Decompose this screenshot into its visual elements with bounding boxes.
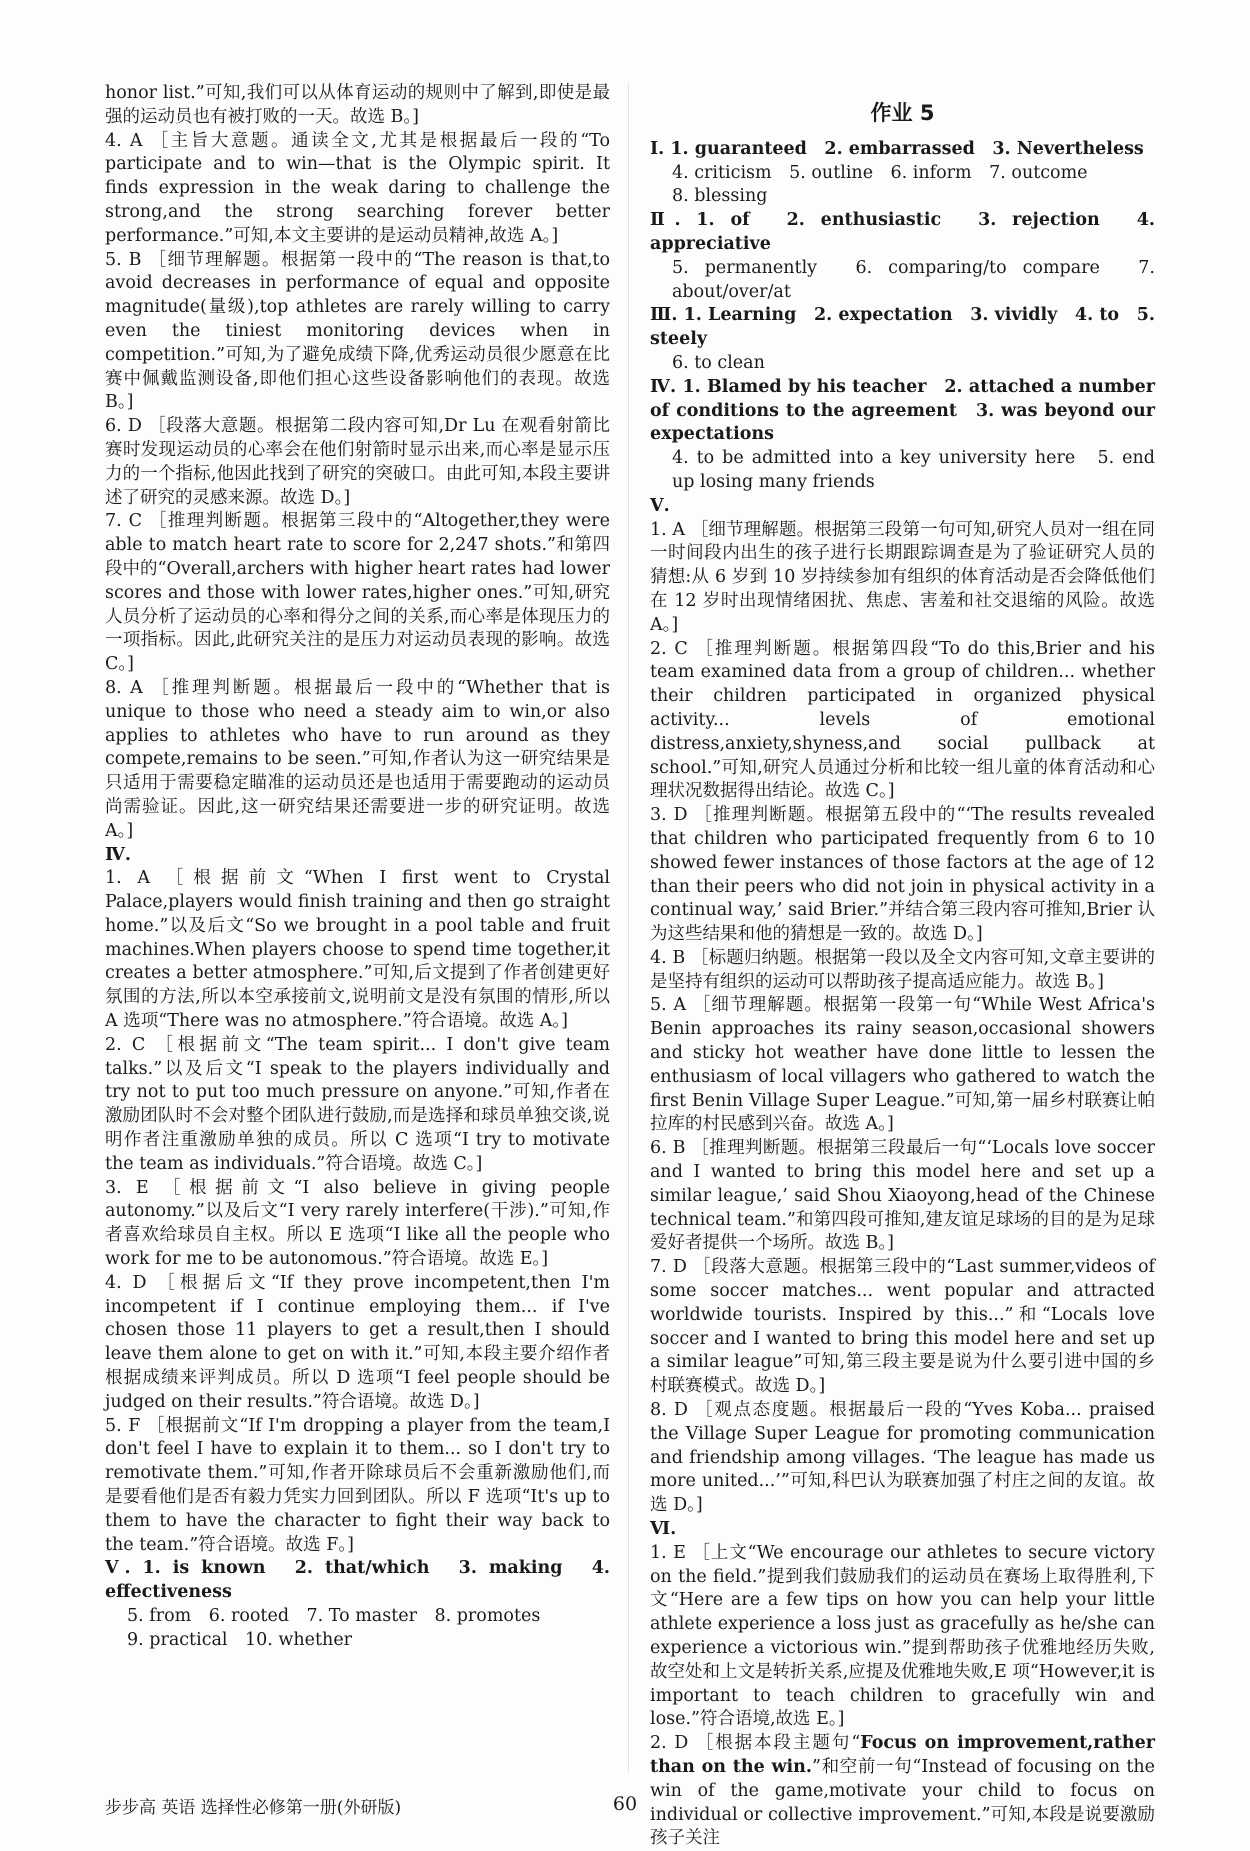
section-heading: Ⅲ. 1. Learning 2. expectation 3. vividly 4. to 5. steely <box>650 305 1155 350</box>
section-heading: Ⅳ. 1. Blamed by his teacher 2. attached a number of conditions to the agreement 3. was beyond our expectations <box>650 376 1155 445</box>
answer-explanation <box>650 1732 1155 1851</box>
answer-explanation: 6. D ［段落大意题。根据第二段内容可知,Dr Lu 在观看射箭比赛时发现运动员的心率会在他们射箭时显示出来,而心率是显示压力的一个指标,他因此找到了研究的突破口。由此可知,本段主要讲述了研究的灵感来源。故选 D。] <box>105 416 610 508</box>
answer-explanation: 3. D ［推理判断题。根据第五段中的“‘The results revealed that children who participated frequently from 6 to 10 showed fewer instances of those factors at the age of 12 than their peers who did not join in physical activity in a continual way,’ said Brier.”并结合第三段内容可推知,Brier 认为这些结果和他的猜想是一致的。故选 D。] <box>650 805 1155 945</box>
column-divider <box>628 82 629 1772</box>
answer-explanation: 4. B ［标题归纳题。根据第一段以及全文内容可知,文章主要讲的是坚持有组织的运动可以帮助孩子提高适应能力。故选 B。] <box>650 947 1155 992</box>
section-heading: Ⅵ. <box>650 1519 677 1540</box>
answer-line: 5. from 6. rooted 7. To master 8. promotes <box>127 1606 541 1626</box>
answer-explanation: 8. D ［观点态度题。根据最后一段的“Yves Koba... praised the Village Super League for promoting communication and friendship among villages. ‘The league has made us more united...’”可知,科巴认为联赛加强了村庄之间的友谊。故选 D。] <box>650 1400 1155 1516</box>
right-column <box>650 82 1155 1851</box>
answer-line: 4. to be admitted into a key university here 5. end up losing many friends <box>672 448 1155 492</box>
answer-explanation: 6. B ［推理判断题。根据第三段最后一句“‘Locals love soccer and I wanted to bring this model here and set up a similar league,’ said Shou Xiaoyong,head of the Chinese technical team.”和第四段可推知,建友谊足球场的目的是为足球爱好者提供一个场所。故选 B。] <box>650 1138 1155 1254</box>
explanation-post: ”和空前一句“Instead of focusing on the win of the game,motivate your child to focus on individual or collective improvement.”可知,本段是说要激励孩子关注 <box>650 1756 1155 1849</box>
answer-line: 5. permanently 6. comparing/to compare 7. about/over/at <box>672 257 1155 302</box>
answer-explanation: 3. E ［根据前文“I also believe in giving people autonomy.”以及后文“I very rarely interfere(干涉).”可知,作者喜欢给球员自主权。所以 E 选项“I like all the people who work for me to be autonomous.”符合语境。故选 E。] <box>105 1177 610 1270</box>
answer-explanation: 4. D ［根据后文“If they prove incompetent,then I'm incompetent if I continue employing them... if I've chosen those 11 players to get a result,then I should leave them alone to get on with it.”可知,本段主要介绍作者根据成绩来评判成员。所以 D 选项“I feel people should be judged on their results.”符合语境。故选 D。] <box>105 1272 610 1412</box>
section-heading: Ⅳ. <box>105 844 131 865</box>
answer-explanation: 7. C ［推理判断题。根据第三段中的“Altogether,they were able to match heart rate to score for 2,247 shots.”和第四段中的“Overall,archers with higher heart rates had lower scores and those with lower rates,higher ones.”可知,研究人员分析了运动员的心率和得分之间的关系,而心率是体现压力的一项指标。因此,此研究关注的是压力对运动员表现的影响。故选 C。] <box>105 511 610 675</box>
section-title: 作业 5 <box>870 101 935 125</box>
page-number: 60 <box>612 1793 638 1815</box>
answer-line: 8. blessing <box>672 186 768 207</box>
answer-explanation: 1. E ［上文“We encourage our athletes to secure victory on the field.”提到我们鼓励我们的运动员在赛场上取得胜利,下文“Here are a few tips on how you can help your little athlete experience a loss just as gracefully as he/she can experience a victorious win.”提到帮助孩子优雅地经历失败,故空处和上文是转折关系,应提及优雅地失败,E 项“However,it is important to teach children to gracefully win and lose.”符合语境,故选 E。] <box>650 1542 1155 1730</box>
answer-explanation: 1. A ［细节理解题。根据第三段第一句可知,研究人员对一组在同一时间段内出生的孩子进行长期跟踪调查是为了验证研究人员的猜想:从 6 岁到 10 岁持续参加有组织的体育活动是否会降低他们在 12 岁时出现情绪困扰、焦虑、害羞和社交退缩的风险。故选 A。] <box>650 519 1155 635</box>
left-column <box>105 82 610 1653</box>
answer-explanation: 5. F ［根据前文“If I'm dropping a player from the team,I don't feel I have to explain it to them... so I don't try to remotivate them.”可知,作者开除球员后不会重新激励他们,而是要看他们是否有毅力凭实力回到团队。所以 F 选项“It's up to them to have the character to fight their way back to the team.”符合语境。故选 F。] <box>105 1415 610 1555</box>
answer-line: 6. to clean <box>672 352 765 373</box>
answer-explanation: 5. A ［细节理解题。根据第一段第一句“While West Africa's Benin approaches its rainy season,occasional showers and sticky hot weather have done little to lessen the enthusiasm of local villagers who gathered to watch the first Benin Village Super League.”可知,第一届乡村联赛让帕拉库的村民感到兴奋。故选 A。] <box>650 995 1155 1135</box>
answer-explanation: 5. B ［细节理解题。根据第一段中的“The reason is that,to avoid decreases in performance of equal and opposite magnitude(量级),top athletes are rarely willing to carry even the tiniest monitoring devices when in competition.”可知,为了避免成绩下降,优秀运动员很少愿意在比赛中佩戴监测设备,即他们担心这些设备影响他们的表现。故选 B。] <box>105 249 610 413</box>
footer-book-title: 步步高 英语 选择性必修第一册(外研版) <box>105 1798 402 1818</box>
answer-explanation: 8. A ［推理判断题。根据最后一段中的“Whether that is unique to those who need a steady aim to win,or also applies to athletes who have to run around as they compete,remains to be seen.”可知,作者认为这一研究结果是只适用于需要稳定瞄准的运动员还是也适用于需要跑动的运动员尚需验证。因此,这一研究结果还需要进一步的研究证明。故选 A。] <box>105 677 610 841</box>
answer-explanation: honor list.”可知,我们可以从体育运动的规则中了解到,即使是最强的运动员也有被打败的一天。故选 B。] <box>105 83 610 127</box>
section-heading: Ⅱ. 1. of 2. enthusiastic 3. rejection 4. appreciative <box>650 210 1155 254</box>
section-heading: Ⅰ. 1. guaranteed 2. embarrassed 3. Nevertheless <box>650 138 1144 159</box>
explanation-bold: Focus on improvement,rather than on the win. <box>650 1733 1155 1777</box>
answer-line: 4. criticism 5. outline 6. inform 7. outcome <box>672 162 1088 183</box>
answer-line: 9. practical 10. whether <box>127 1629 353 1650</box>
answer-explanation: 7. D ［段落大意题。根据第三段中的“Last summer,videos of some soccer matches... went popular and attracted worldwide tourists. Inspired by this...”和“Locals love soccer and I wanted to bring this model here and set up a similar league”可知,第三段主要是说为什么要引进中国的乡村联赛模式。故选 D。] <box>650 1257 1155 1397</box>
section-heading: Ⅴ. <box>650 495 670 516</box>
answer-explanation: 2. C ［根据前文“The team spirit... I don't give team talks.”以及后文“I speak to the players individually and try not to put too much pressure on anyone.”可知,作者在激励团队时不会对整个团队进行鼓励,而是选择和球员单独交谈,说明作者注重激励单独的成员。所以 C 选项“I try to motivate the team as individuals.”符合语境。故选 C。] <box>105 1034 610 1174</box>
answer-explanation: 2. C ［推理判断题。根据第四段“To do this,Brier and his team examined data from a group of children... whether their children participated in organized physical activity... levels of emotional distress,anxiety,shyness,and social pullback at school.”可知,研究人员通过分析和比较一组儿童的体育活动和心理状况数据得出结论。故选 C。] <box>650 638 1155 802</box>
section-heading: Ⅴ. 1. is known 2. that/which 3. making 4. effectiveness <box>105 1558 610 1603</box>
answer-explanation: 1. A ［根据前文“When I first went to Crystal Palace,players would finish training and then go straight home.”以及后文“So we brought in a pool table and fruit machines.When players choose to spend time together,it creates a better atmosphere.”可知,后文提到了作者创建更好氛围的方法,所以本空承接前文,说明前文是没有氛围的情形,所以 A 选项“There was no atmosphere.”符合语境。故选 A。] <box>105 868 610 1032</box>
explanation-pre: 2. D ［根据本段主题句“ <box>650 1733 861 1754</box>
answer-explanation: 4. A ［主旨大意题。通读全文,尤其是根据最后一段的“To participate and to win—that is the Olympic spirit. It finds expression in the weak daring to challenge the strong,and the strong searching forever better performance.”可知,本文主要讲的是运动员精神,故选 A。] <box>105 130 610 246</box>
